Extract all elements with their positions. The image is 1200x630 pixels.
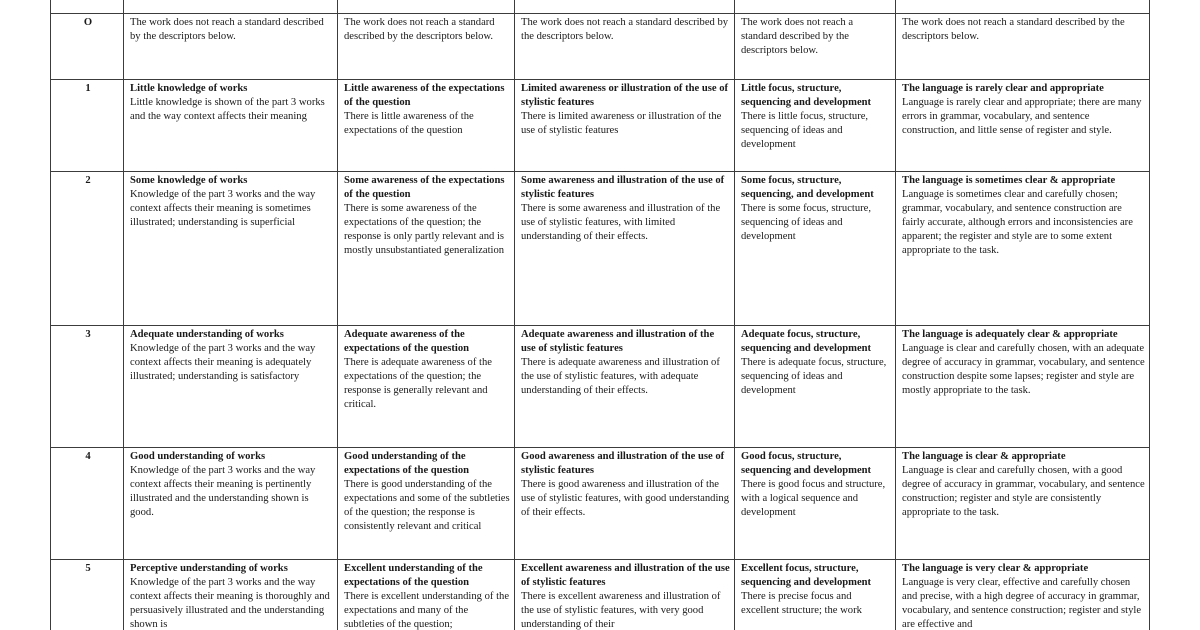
- cell-body: There is precise focus and excellent structure; the work: [741, 590, 862, 616]
- cell-heading: Some awareness of the expectations of the question: [344, 175, 505, 200]
- criterion-cell: [515, 448, 735, 560]
- criterion-cell: [735, 560, 896, 630]
- cell-heading: Good understanding of works: [130, 451, 266, 462]
- criterion-cell: [515, 172, 735, 326]
- criterion-cell: [896, 448, 1150, 560]
- cell-heading: Good awareness and illustration of the use of stylistic features: [521, 451, 725, 476]
- table-row: [51, 14, 1150, 80]
- cell-body: There is excellent awareness and illustration of the use of stylistic features, with very good understanding of their: [521, 590, 721, 630]
- criterion-cell: [735, 326, 896, 448]
- cell-body: Language is very clear, effective and carefully chosen and precise, with a high degree of accuracy in grammar, vocabulary, and sentence construction; register and style are effective and: [902, 576, 1142, 630]
- criterion-cell: [735, 80, 896, 172]
- cell-body: There is limited awareness or illustration of the use of stylistic features: [521, 110, 722, 136]
- cell-heading: The language is very clear & appropriate: [902, 563, 1089, 574]
- criterion-cell: [338, 80, 515, 172]
- cell-heading: Little knowledge of works: [130, 83, 248, 94]
- cell-heading: Adequate understanding of works: [130, 329, 284, 340]
- criterion-cell: [338, 560, 515, 630]
- criterion-cell: [124, 560, 338, 630]
- cell-body: Knowledge of the part 3 works and the way context affects their meaning is pertinently illustrated and the understanding shown is good.: [130, 464, 316, 518]
- cell-heading: Little focus, structure, sequencing and development: [741, 83, 872, 108]
- criterion-cell: [896, 560, 1150, 630]
- table-header-row: [51, 0, 1150, 14]
- criterion-cell: [515, 80, 735, 172]
- score-cell: 2: [51, 172, 124, 326]
- header-cell: [515, 0, 735, 14]
- criterion-cell: [338, 448, 515, 560]
- cell-body: Language is clear and carefully chosen, with a good degree of accuracy in grammar, vocabulary, and sentence construction; register and style are consistently appropriate to the task.: [902, 464, 1145, 518]
- criterion-cell: [338, 14, 515, 80]
- criterion-cell: [515, 14, 735, 80]
- cell-heading: Excellent awareness and illustration of the use of stylistic features: [521, 563, 730, 588]
- cell-body: There is some awareness and illustration of the use of stylistic features, with limited understanding of their effects.: [521, 202, 721, 242]
- criterion-cell: [735, 172, 896, 326]
- cell-heading: Some knowledge of works: [130, 175, 248, 186]
- cell-heading: Little awareness of the expectations of the question: [344, 83, 505, 108]
- criterion-cell: [124, 172, 338, 326]
- cell-body: The work does not reach a standard described by the descriptors below.: [521, 17, 729, 42]
- cell-body: There is some focus, structure, sequencing of ideas and development: [741, 202, 872, 242]
- cell-heading: Adequate awareness and illustration of the use of stylistic features: [521, 329, 715, 354]
- cell-heading: Perceptive understanding of works: [130, 563, 288, 574]
- cell-heading: Some awareness and illustration of the use of stylistic features: [521, 175, 725, 200]
- cell-body: There is good awareness and illustration of the use of stylistic features, with good understanding of their effects.: [521, 478, 730, 518]
- criterion-cell: [338, 326, 515, 448]
- cell-heading: The language is clear & appropriate: [902, 451, 1066, 462]
- cell-heading: Good understanding of the expectations of the question: [344, 451, 470, 476]
- criterion-cell: [735, 14, 896, 80]
- criterion-cell: [896, 326, 1150, 448]
- criterion-cell: [735, 448, 896, 560]
- cell-body: The work does not reach a standard described by the descriptors below.: [130, 17, 324, 42]
- cell-body: Language is rarely clear and appropriate; there are many errors in grammar, vocabulary, and sentence construction, and little sense of register and style.: [902, 96, 1142, 136]
- cell-heading: The language is rarely clear and appropriate: [902, 83, 1104, 94]
- score-cell: 5: [51, 560, 124, 630]
- cell-body: There is adequate awareness of the expectations of the question; the response is generally relevant and critical.: [344, 356, 492, 410]
- cell-body: Knowledge of the part 3 works and the way context affects their meaning is thoroughly and persuasively illustrated and the understanding shown is: [130, 576, 330, 630]
- score-cell: 3: [51, 326, 124, 448]
- header-cell: [735, 0, 896, 14]
- criterion-cell: [515, 560, 735, 630]
- criterion-cell: [124, 80, 338, 172]
- header-cell: [51, 0, 124, 14]
- cell-heading: Good focus, structure, sequencing and development: [741, 451, 872, 476]
- cell-body: Language is clear and carefully chosen, with an adequate degree of accuracy in grammar, vocabulary, and sentence construction despite some lapses; register and style are mostly appropriate to the task.: [902, 342, 1145, 396]
- cell-body: The work does not reach a standard described by the descriptors below.: [741, 17, 854, 56]
- cell-body: There is excellent understanding of the expectations and many of the subtleties of the question;: [344, 590, 510, 630]
- cell-body: There is little focus, structure, sequencing of ideas and development: [741, 110, 869, 150]
- criterion-cell: [124, 14, 338, 80]
- header-cell: [338, 0, 515, 14]
- cell-body: The work does not reach a standard described by the descriptors below.: [902, 17, 1125, 42]
- score-cell: 1: [51, 80, 124, 172]
- cell-body: Little knowledge is shown of the part 3 works and the way context affects their meaning: [130, 96, 325, 122]
- column-header-development: [739, 0, 891, 1]
- score-cell: 4: [51, 448, 124, 560]
- criterion-cell: [896, 14, 1150, 80]
- cell-body: The work does not reach a standard described by the descriptors below.: [344, 17, 495, 42]
- table-row: [51, 80, 1150, 172]
- table-row: [51, 326, 1150, 448]
- cell-body: There is some awareness of the expectations of the question; the response is only partly relevant and is mostly unsubstantiated generalization: [344, 202, 505, 256]
- table-row: [51, 560, 1150, 630]
- criterion-cell: [896, 80, 1150, 172]
- cell-heading: Adequate focus, structure, sequencing and development: [741, 329, 872, 354]
- table-row: [51, 448, 1150, 560]
- table-row: [51, 172, 1150, 326]
- criterion-cell: [515, 326, 735, 448]
- cell-body: Language is sometimes clear and carefully chosen; grammar, vocabulary, and sentence construction are fairly accurate, although errors and inconsistencies are apparent; the register and style are to some extent appropriate to the task.: [902, 188, 1133, 256]
- cell-heading: The language is sometimes clear & appropriate: [902, 175, 1116, 186]
- cell-heading: Adequate awareness of the expectations of the question: [344, 329, 470, 354]
- cell-body: There is adequate focus, structure, sequencing of ideas and development: [741, 356, 887, 396]
- criterion-cell: [124, 448, 338, 560]
- cell-heading: Some focus, structure, sequencing, and development: [741, 175, 874, 200]
- header-cell: [896, 0, 1150, 14]
- cell-body: There is good focus and structure, with a logical sequence and development: [741, 478, 886, 518]
- cell-heading: Excellent focus, structure, sequencing and development: [741, 563, 872, 588]
- cell-body: Knowledge of the part 3 works and the way context affects their meaning is sometimes illustrated; understanding is superficial: [130, 188, 316, 228]
- cell-body: There is little awareness of the expectations of the question: [344, 110, 474, 136]
- score-cell: O: [51, 14, 124, 80]
- criterion-cell: [124, 326, 338, 448]
- cell-body: There is adequate awareness and illustration of the use of stylistic features, with adequate understanding of their effects.: [521, 356, 720, 396]
- criterion-cell: [338, 172, 515, 326]
- cell-body: There is good understanding of the expectations and some of the subtleties of the question; the response is consistently relevant and critical: [344, 478, 510, 532]
- cell-heading: Excellent understanding of the expectations of the question: [344, 563, 483, 588]
- criterion-cell: [896, 172, 1150, 326]
- cell-body: Knowledge of the part 3 works and the way context affects their meaning is adequately illustrated; understanding is satisfactory: [130, 342, 316, 382]
- cell-heading: Limited awareness or illustration of the use of stylistic features: [521, 83, 729, 108]
- cell-heading: The language is adequately clear & appropriate: [902, 329, 1118, 340]
- header-cell: [124, 0, 338, 14]
- rubric-table: [50, 0, 1150, 630]
